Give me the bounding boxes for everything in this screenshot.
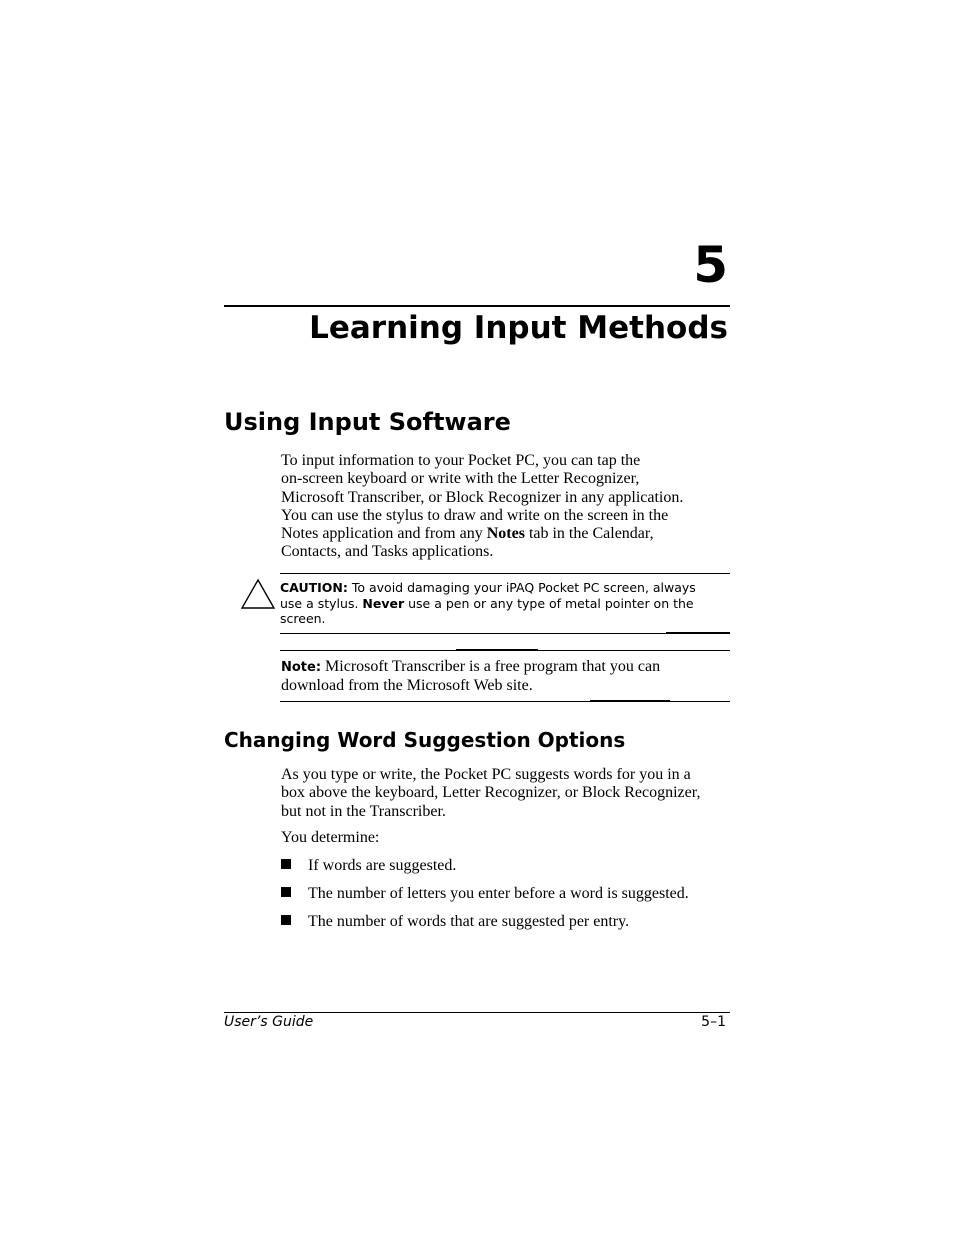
notes-emphasis: Notes: [486, 525, 525, 543]
footer-page-number: 5–1: [701, 1014, 726, 1030]
square-bullet-icon: [281, 915, 291, 925]
list-item-text: If words are suggested.: [308, 857, 457, 874]
lead-in-text: You determine:: [281, 829, 380, 846]
paragraph-line: but not in the Transcriber.: [281, 802, 446, 820]
caution-bottom-rule: [280, 633, 730, 634]
list-item-text: The number of letters you enter before a word is suggested.: [308, 885, 689, 902]
caution-line: [280, 596, 730, 612]
intro-line: [281, 525, 731, 543]
note-line: [281, 658, 731, 677]
intro-line: Microsoft Transcriber, or Block Recognizer in any application.: [281, 488, 684, 506]
caution-bottom-rule-accent: [666, 632, 730, 634]
footer-rule: [224, 1012, 730, 1013]
paragraph-line: box above the keyboard, Letter Recognizer, or Block Recognizer,: [281, 784, 701, 802]
list-item-text: The number of words that are suggested per entry.: [308, 913, 630, 930]
caution-top-rule: [280, 573, 730, 574]
intro-line: To input information to your Pocket PC, you can tap the: [281, 452, 641, 469]
chapter-title: Learning Input Methods: [309, 310, 728, 346]
list-item: [281, 857, 456, 875]
note-top-rule-accent: [456, 649, 538, 651]
caution-label: CAUTION:: [280, 580, 348, 595]
note-label: Note:: [281, 660, 322, 675]
caution-text-part: use a stylus.: [280, 595, 363, 611]
square-bullet-icon: [281, 887, 291, 897]
note-text-part: Microsoft Transcriber is a free program that you can: [321, 658, 661, 675]
caution-text: [280, 580, 730, 627]
section-heading-changing-word-suggestion-options: Changing Word Suggestion Options: [224, 728, 626, 752]
note-line: download from the Microsoft Web site.: [281, 677, 533, 695]
note-bottom-rule-accent: [590, 700, 670, 702]
paragraph-line: As you type or write, the Pocket PC suggests words for you in a: [281, 766, 691, 783]
word-suggestion-paragraph: [281, 766, 731, 821]
intro-paragraph: [281, 452, 731, 562]
intro-text: Notes application and from any: [281, 525, 487, 543]
caution-line: screen.: [280, 611, 326, 626]
chapter-number: 5: [693, 236, 728, 294]
section-heading-using-input-software: Using Input Software: [224, 408, 511, 436]
intro-text: tab in the Calendar,: [524, 525, 654, 543]
square-bullet-icon: [281, 859, 291, 869]
list-item: [281, 913, 629, 931]
never-emphasis: Never: [362, 595, 405, 611]
caution-text-part: To avoid damaging your iPAQ Pocket PC screen, always: [347, 580, 696, 595]
footer-guide-title: User’s Guide: [224, 1014, 314, 1030]
intro-line: You can use the stylus to draw and write on the screen in the: [281, 506, 669, 524]
list-item: [281, 885, 689, 903]
note-text: [281, 658, 731, 696]
intro-line: Contacts, and Tasks applications.: [281, 543, 494, 561]
caution-line: [280, 580, 730, 596]
warning-triangle-icon: [240, 578, 276, 610]
intro-line: on-screen keyboard or write with the Letter Recognizer,: [281, 470, 640, 488]
chapter-title-rule: [224, 305, 730, 307]
caution-text-part: use a pen or any type of metal pointer on the: [404, 595, 694, 611]
